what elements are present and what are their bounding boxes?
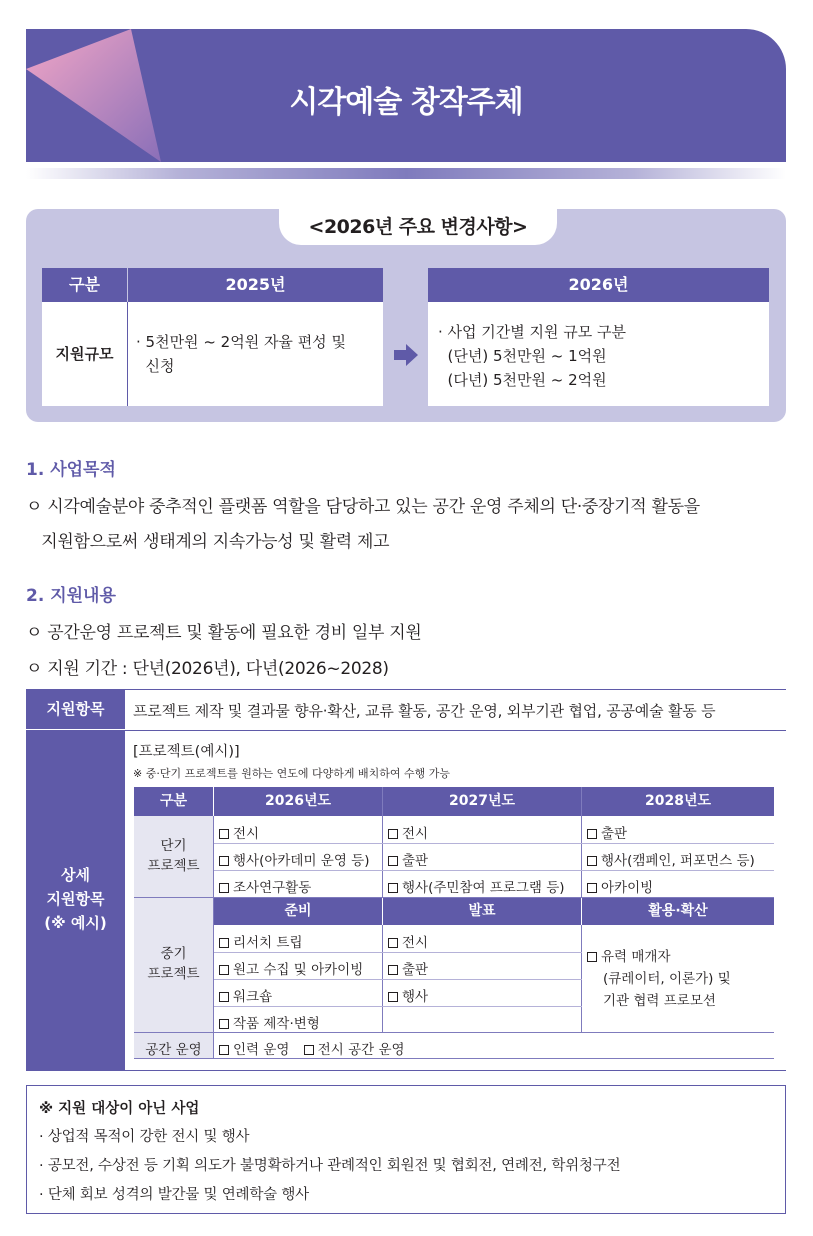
space-items: 인력 운영 전시 공간 운영 [219, 1038, 405, 1058]
section2-line-1: ㅇ 공간운영 프로젝트 및 활동에 필요한 경비 일부 지원 [26, 623, 422, 643]
grid-line [214, 979, 582, 980]
section1-line-2: 지원함으로써 생태계의 지속가능성 및 활력 제고 [26, 532, 390, 552]
support-items-text: 프로젝트 제작 및 결과물 향유·확산, 교류 활동, 공간 운영, 외부기관 협업, 공공예술 활동 등 [133, 702, 716, 720]
section1-title: 1. 사업목적 [26, 460, 116, 480]
short-label-line-1: 단기 [160, 838, 187, 854]
mid-present-1: 전시 [388, 931, 428, 951]
changes-new-line-2: (단년) 5천만원 ~ 1억원 [438, 347, 607, 365]
table-row-divider [26, 730, 786, 731]
title-banner [26, 29, 786, 162]
short-label-line-2: 프로젝트 [147, 858, 200, 874]
mid-label-line-2: 프로젝트 [147, 966, 200, 982]
checkbox-icon [388, 992, 398, 1002]
changes-col-2026: 2026년 [428, 268, 769, 302]
grid-line [213, 898, 214, 1032]
short-r2-c1: 행사(아카데미 운영 등) [219, 849, 370, 869]
banner-underline [26, 168, 786, 179]
space-label: 공간 운영 [145, 1042, 202, 1058]
grid-line [214, 870, 774, 871]
checkbox-icon [587, 829, 597, 839]
mid-project-label [134, 944, 213, 984]
detail-label-line-3: (※ 예시) [44, 914, 107, 932]
checkbox-icon [388, 883, 398, 893]
changes-tab-title: <2026년 주요 변경사항> [279, 209, 557, 245]
detail-items-label [26, 731, 125, 1070]
arrow-right-icon [392, 341, 420, 369]
checkbox-icon [388, 938, 398, 948]
exclusion-item: · 상업적 목적이 강한 전시 및 행사 [39, 1129, 250, 1145]
inner-col-category: 구분 [134, 787, 213, 816]
checkbox-icon [219, 883, 229, 893]
mid-spread-line-3: 기관 협력 프로모션 [603, 993, 716, 1009]
grid-line [214, 843, 774, 844]
table-top-border [26, 689, 786, 690]
mid-spread [587, 946, 731, 1012]
inner-col-2027: 2027년도 [383, 787, 581, 816]
table-bottom-border [26, 1070, 786, 1071]
checkbox-icon [219, 992, 229, 1002]
checkbox-icon [304, 1045, 314, 1055]
section2-line-2: ㅇ 지원 기간 : 단년(2026년), 다년(2026~2028) [26, 659, 389, 679]
short-project-label [134, 836, 213, 876]
grid-line [213, 1033, 214, 1058]
short-r2-c3: 행사(캠페인, 퍼포먼스 등) [587, 849, 755, 869]
short-r3-c2: 행사(주민참여 프로그램 등) [388, 876, 565, 896]
checkbox-icon [587, 856, 597, 866]
mid-prep-4: 작품 제작·변형 [219, 1012, 320, 1032]
section1-line-1: ㅇ 시각예술분야 중추적인 플랫폼 역할을 담당하고 있는 공간 운영 주체의 단·중장기적 활동을 [26, 497, 700, 517]
grid-line [134, 1058, 774, 1059]
grid-line [382, 787, 383, 897]
exclusion-item: · 단체 회보 성격의 발간물 및 연례학술 행사 [39, 1187, 309, 1203]
checkbox-icon [219, 1045, 229, 1055]
detail-label-line-2: 지원항목 [46, 890, 105, 908]
short-r1-c3: 출판 [587, 822, 627, 842]
mid-prep-3: 워크숍 [219, 985, 272, 1005]
checkbox-icon [219, 1019, 229, 1029]
grid-line [134, 1032, 774, 1033]
checkbox-icon [219, 965, 229, 975]
mid-spread-line-1: 유력 매개자 [587, 946, 731, 968]
detail-label-line-1: 상세 [61, 866, 90, 884]
changes-new-text [428, 302, 769, 406]
checkbox-icon [587, 883, 597, 893]
exclusion-note-box [26, 1085, 786, 1214]
mid-label-line-1: 중기 [160, 946, 187, 962]
grid-line [581, 787, 582, 897]
short-r2-c2: 출판 [388, 849, 428, 869]
changes-col-2025: 2025년 [128, 268, 383, 302]
short-r1-c2: 전시 [388, 822, 428, 842]
mid-present-3: 행사 [388, 985, 428, 1005]
changes-old-line-2: 신청 [136, 357, 175, 375]
mid-prep-2: 원고 수집 및 아카이빙 [219, 958, 363, 978]
changes-col-category: 구분 [42, 268, 127, 302]
changes-old-text [128, 302, 383, 406]
checkbox-icon [388, 829, 398, 839]
short-r3-c1: 조사연구활동 [219, 876, 311, 896]
project-title: [프로젝트(예시)] [133, 744, 240, 760]
exclusion-item: · 공모전, 수상전 등 기획 의도가 불명확하거나 관례적인 회원전 및 협회전, 연례전, 학위청구전 [39, 1158, 621, 1174]
short-r3-c3: 아카이빙 [587, 876, 653, 896]
checkbox-icon [219, 829, 229, 839]
mid-col-present: 발표 [383, 898, 581, 925]
mid-prep-1: 리서치 트립 [219, 931, 303, 951]
short-r1-c1: 전시 [219, 822, 259, 842]
changes-row-label: 지원규모 [42, 302, 127, 406]
mid-present-2: 출판 [388, 958, 428, 978]
support-items-label: 지원항목 [26, 690, 125, 729]
mid-col-spread: 활용·확산 [582, 898, 774, 925]
section2-title: 2. 지원내용 [26, 586, 116, 606]
grid-line [213, 816, 214, 897]
inner-col-2026: 2026년도 [214, 787, 382, 816]
changes-new-line-1: · 사업 기간별 지원 규모 구분 [438, 323, 626, 341]
checkbox-icon [587, 952, 597, 962]
page-title: 시각예술 창작주체 [289, 85, 523, 120]
checkbox-icon [388, 965, 398, 975]
grid-line [214, 1006, 582, 1007]
mid-spread-line-2: (큐레이터, 이론가) 및 [603, 971, 731, 987]
inner-col-2028: 2028년도 [582, 787, 774, 816]
mid-col-prep: 준비 [214, 898, 382, 925]
project-note: ※ 중·단기 프로젝트를 원하는 연도에 다양하게 배치하여 수행 가능 [133, 767, 450, 780]
changes-new-line-3: (다년) 5천만원 ~ 2억원 [438, 371, 607, 389]
exclusion-note-title: ※ 지원 대상이 아닌 사업 [39, 1101, 200, 1117]
checkbox-icon [219, 856, 229, 866]
checkbox-icon [388, 856, 398, 866]
checkbox-icon [219, 938, 229, 948]
changes-old-line-1: · 5천만원 ~ 2억원 자율 편성 및 [136, 333, 346, 351]
grid-line [214, 952, 582, 953]
